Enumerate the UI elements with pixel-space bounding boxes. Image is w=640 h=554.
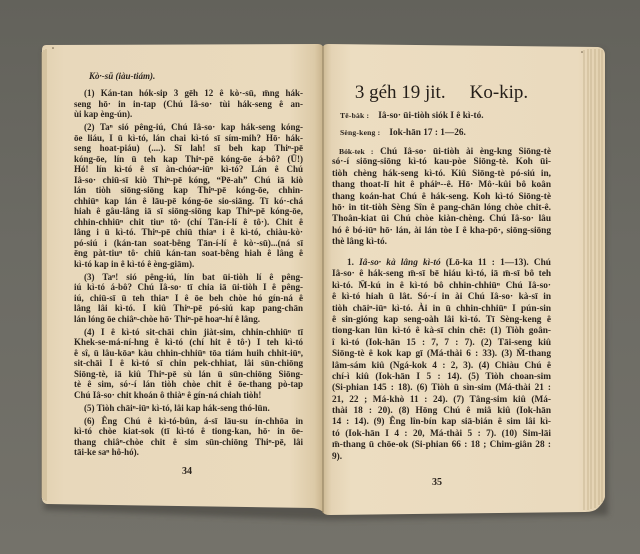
text-line: seng hō· in in-tap (Chú Iâ-so· tùi hák-seng ê an-: [74, 98, 303, 109]
text-line: Siōng-tè ê kok kap gī (Má-thài 6 : 33). (3) M̄-thang: [332, 349, 551, 360]
paper-speck: [52, 47, 54, 49]
text-line: 9).: [332, 451, 343, 462]
field-scripture: [340, 127, 466, 139]
text-line: seng hoat-piáu) (....). Sī lah! sī beh kap Thiⁿ-pē: [74, 143, 303, 153]
paper-speck: [581, 51, 583, 53]
field-label-topic: Tē-bàk :: [340, 111, 370, 120]
text-line: (5) Tiòh chāiⁿ-iūⁿ kì-tó, lâi kap hák-seng thó-lūn.: [84, 402, 270, 413]
text-line: (6) Êng Chú ê kì-tó-bûn, á-sī lāu-su ín-chhōa in: [84, 415, 303, 426]
text-line: kì-tó. M̄-kú in ê kì-tó bô chhin-chhiūⁿ Chú Iâ-so·: [332, 280, 551, 291]
section-number: 1.: [347, 258, 354, 268]
field-topic: [340, 110, 484, 122]
text-line: Iâ-so· ê hák-seng m̄-sī bē hiáu kì-tó, iā m̄-sī bô teh: [332, 269, 551, 280]
section-heading: Kò·-sū (iàu-tiám).: [89, 71, 156, 81]
text-line: lâm-sám kiû (Ngá-kok 4 : 2, 3). (4) Chiàu Chú ê: [332, 360, 551, 371]
text-line: 14 : 14). (9) Êng lîn-bín kap siā-bián ê sim lâi kì-: [332, 417, 551, 428]
text-line: thang thoat-lī hit ê pháiⁿ--ê. Hō· Mô·-kûi bô koân: [332, 180, 551, 191]
text-line: (2) Taⁿ sió pêng-iú, Chú Iâ-so· kap hák-seng kóng-: [84, 122, 303, 132]
objective-label: Bók-tek :: [339, 147, 374, 156]
text-line: iú, chiū-sī ū teh thiaⁿ I ê ōe beh chòe hó gín-ná ê: [74, 292, 303, 303]
text-line: ê kì-tó hiah ū lât. Só·-í in ài Chú Iâ-so· kà-sī in: [332, 292, 551, 303]
text-line: hō· in tit-tiòh Sèng Sîn ê pang-chān lóng chòe chit-ê.: [332, 202, 551, 213]
text-line: thè lâng kì-tó.: [332, 237, 388, 248]
text-line: Hó! lín kì-tó ê sī àn-chóaⁿ-iūⁿ kì-tó? Lán ê Chú: [74, 164, 303, 174]
section-title: Iâ-so· kà lâng kì-tó: [359, 258, 441, 268]
text-line: lâng i ū kì-tó. Thiⁿ-pē chiū thiaⁿ i ê kì-tó, chiàu-kò·: [74, 227, 303, 237]
text-line: (Si-phian 145 : 18). (6) Tiòh ū sìn-sim (Má-thài 21 :: [332, 383, 551, 394]
text-line: î kì-tó (Iok-hān 15 : 7, 7 : 7). (2) Tāi-seng kiû: [332, 337, 551, 348]
paragraph-6: [74, 416, 303, 458]
text-line: (3) Taⁿ! sió pêng-iú, lín bat ūi-tiòh lí ê pêng-: [84, 271, 303, 282]
text-line: lán tiòh siōng-siōng kap Thiⁿ-pē kóng-ōe, chhin-: [74, 185, 303, 195]
objective-text: Chú Iâ-so· ūi-tiòh ài èng-kng Siōng-tè: [380, 147, 552, 157]
lesson-title: [332, 82, 551, 104]
text-line: pó-siú i (kán-tan soat-bêng Tān-í-lí ê kò·-sū)...(ná sī: [74, 237, 303, 248]
text-line: tó (Iok-hān I 4 : 20, Má-thài 5 : 7). (10) Sim-lāi: [332, 428, 551, 439]
text-line: tiong-kan lūn kì-tó ê kà-sī chin chē: (1) Tiòh goân-: [332, 326, 551, 337]
text-line: [332, 258, 551, 269]
paragraph-1: [74, 88, 303, 120]
text-line: tāi-ke saⁿ hô-hó).: [74, 447, 139, 457]
field-value-scripture: Iok-hān 17 : 1—26.: [389, 128, 466, 138]
text-line: chí-ì kiû (Iok-hān I 5 : 14). (5) Tiòh choan-sim: [332, 371, 551, 382]
text-line: thang koán-hat Chú ê hák-seng. Koh kì-tó Siōng-tè: [332, 191, 551, 202]
text-line: Chú Iâ-so· chit khoán ô thiàⁿ ê gín-ná chiah tiòh!: [74, 389, 262, 400]
objective-paragraph: [332, 146, 551, 249]
text-line: kóng-ōe, lín ū teh kap Thiⁿ-pē kóng-ōe á-bô? (Ū!): [74, 153, 303, 164]
lesson-title-date: 3 géh 19 jit.: [354, 82, 446, 103]
paragraph-3: [74, 272, 303, 325]
text-line: (4) I ê kì-tó sit-chāi chin jiàt-sim, chhin-chhiūⁿ tī: [84, 326, 303, 337]
text-line: tiòh chèng hák-seng kì-tó. Kiû Siōng-tè pó-siú in,: [332, 168, 551, 179]
text-line: lâng lâi kì-tó. I kiû Thiⁿ-pē pó-siú kap pang-chān: [74, 303, 303, 313]
text-line: thài 18 : 20). (8) Hōng Chú ê miâ kiû (Iok-hān: [332, 406, 551, 417]
page-number-left: 34: [182, 466, 192, 477]
text-line: iú kì-tó á-bô? Chú Iâ-so· tī chia iā ūi-tiòh I ê pêng-: [74, 282, 303, 292]
text-line: 21, 22 ; Má-khò 11 : 24). (7) Tâng-sim kiû (Má-: [332, 394, 551, 405]
text-line: [332, 146, 551, 157]
text-line: kì-tó kap in ê kì-tó ê èng-giām).: [74, 258, 195, 269]
text-line: Khek-se-má-ní-hng ê kì-tó (chí hit ê tô·) I teh kì-tó: [74, 337, 303, 347]
text-line: ōe liáu, I ū kì-tó, lán chai kì-tó sī sím-mih? Hō· hák-: [74, 132, 303, 143]
paragraph-4: [74, 327, 303, 401]
text-line: kì-tó chòe kiat-sok (tī kì-tó ê tiong-kan, hō· in ōe-: [74, 426, 303, 436]
section-1-paragraph: [332, 258, 551, 463]
text-line: ê sin-gióng kap seng-oàh lâi kì-tó. Tī Sèng-keng ê: [332, 314, 551, 325]
text-line: m̄-thang ū chōe-ok (Si-phian 66 : 18 ; Chim-giân 28 :: [332, 440, 551, 451]
text-line: ùi kap èng-ún).: [74, 109, 133, 119]
text-line: hó ê bó-iūⁿ hō· lán, ài lán tòe I ê kha-pō·, siōng-siōng: [332, 225, 551, 236]
text-line: sit-chāi I ê kì-tó sī chin pek-chhiat, lâi sūn-chiōng: [74, 358, 303, 368]
text-line: Siōng-tè, iā kiû Thiⁿ-pē sù lán ū sūn-chiōng Siōng-: [74, 368, 303, 379]
text-line: só·-í siōng-siōng kì-tó kau-pòe Siōng-tè. Koh ūi-: [332, 157, 551, 168]
text-line: Iâ-so· chiū-sī kiò Thiⁿ-pē kóng, “Pē-ah” Chú iā kiò: [74, 174, 303, 185]
text-line: thang chiâⁿ-chòe chit ê sim sūn-chiōng Thiⁿ-pē, lâi: [74, 436, 303, 447]
text-line: Thoân-kiat ūi Chú chòe kiàn-chèng. Chú Iâ-so· lâu: [332, 214, 551, 225]
section-text: (Lō-ka 11 : 1—13). Chú: [445, 258, 551, 268]
text-line: lán lóng ōe chiâⁿ-chòe hō· Thiⁿ-pē hoaⁿ-hí ê lâng.: [74, 313, 260, 324]
left-page-text: [74, 71, 303, 458]
text-line: ēng pàt-tiuⁿ tô· chiū kán-tan soat-bêng hiah ê lâng ê: [74, 248, 303, 258]
field-label-scripture: Sèng-keng :: [340, 128, 381, 137]
text-line: (1) Kán-tan hók-sip 3 gēh 12 ê kò·-sū, m̄ng hák-: [84, 88, 303, 98]
text-line: tiòh chāiⁿ-iūⁿ kì-tó. Ài in ū chhin-chhiūⁿ I pún-sin: [332, 303, 551, 314]
field-value-topic: Iâ-so· ūi-tiòh siók I ê kì-tó.: [378, 111, 484, 121]
text-line: chhin-chhiūⁿ chit tiuⁿ tô· (chí Tān-í-lí ê tô·). Chit ê: [74, 216, 303, 227]
paragraph-5: [74, 403, 303, 414]
text-line: ê sî, ū lâu-kōaⁿ kàu chhin-chhiūⁿ tōa tiám huih chhit-iūⁿ,: [74, 347, 303, 358]
paragraph-2: [74, 122, 303, 269]
text-line: hiah ê gâu-lâng iā sī siōng-siōng kap Thiⁿ-pē kóng-ōe,: [74, 206, 303, 216]
lesson-title-topic: Ko-kip.: [469, 82, 529, 103]
text-line: chhiūⁿ kap lán ê lāu-pē kóng-ōe sio-siāng. Tī kó·-chá: [74, 195, 303, 206]
text-line: tè ê sim, só·-í lán tiòh chòe chit ê ōe-thang pò-tap: [74, 379, 303, 389]
page-number-right: 35: [432, 477, 442, 488]
